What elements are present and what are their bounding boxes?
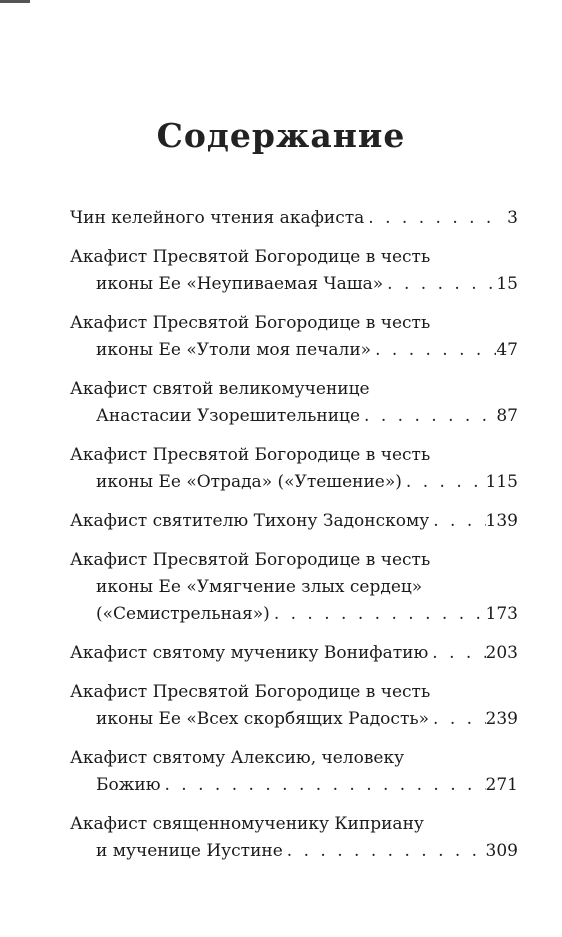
- toc-entry-title-line: Акафист Пресвятой Богородице в честь: [70, 247, 431, 267]
- dot-leader: [371, 337, 496, 364]
- toc-entry-title-line: иконы Ее «Всех скорбящих Радость»: [96, 709, 430, 729]
- toc-entry-title-line: Акафист святому мученику Вонифатию: [70, 643, 429, 663]
- toc-entry-title-line: («Семистрельная»): [96, 604, 270, 624]
- page-number: 115: [485, 472, 518, 492]
- page-number: 87: [496, 406, 518, 426]
- page-number: 271: [485, 775, 518, 795]
- toc-entry: [70, 679, 518, 733]
- page-number: 139: [485, 511, 518, 531]
- toc-entry-title-line: Акафист Пресвятой Богородице в честь: [70, 550, 431, 570]
- toc-entry-title-line: иконы Ее «Умягчение злых сердец»: [96, 577, 423, 597]
- toc-entry-title-line: Акафист святителю Тихону Задонскому: [70, 511, 430, 531]
- dot-leader: [429, 508, 485, 535]
- dot-leader: [283, 838, 486, 865]
- dot-leader: [429, 706, 486, 733]
- toc-entry: [70, 547, 518, 628]
- toc-entry: [70, 310, 518, 364]
- toc-entry-title-line: Чин келейного чтения акафиста: [70, 208, 365, 228]
- toc-entry: [70, 640, 518, 667]
- dot-leader: [161, 772, 486, 799]
- scan-edge-mark: [0, 0, 30, 3]
- toc-entry-title-line: иконы Ее «Неупиваемая Чаша»: [96, 274, 384, 294]
- toc-entry-title-line: Акафист священномученику Киприану: [70, 814, 424, 834]
- dot-leader: [364, 205, 496, 232]
- toc-entry-title-line: Анастасии Узорешительнице: [96, 406, 361, 426]
- dot-leader: [270, 601, 486, 628]
- toc-entry: [70, 508, 518, 535]
- toc-entry-title-line: Акафист Пресвятой Богородице в честь: [70, 682, 431, 702]
- page-title: Содержание: [156, 116, 406, 155]
- toc-entry: [70, 205, 518, 232]
- dot-leader: [428, 640, 485, 667]
- dot-leader: [360, 403, 496, 430]
- toc-entry: [70, 745, 518, 799]
- toc-entry-title-line: Акафист Пресвятой Богородице в честь: [70, 445, 431, 465]
- toc-entry-title-line: Акафист Пресвятой Богородице в честь: [70, 313, 431, 333]
- toc-entry: [70, 442, 518, 496]
- toc-entry-title-line: Акафист святому Алексию, человеку: [70, 748, 405, 768]
- toc-entry-title-line: иконы Ее «Отрада» («Утешение»): [96, 472, 402, 492]
- toc-entry: [70, 811, 518, 865]
- page-number: 203: [485, 643, 518, 663]
- toc-entry-title-line: иконы Ее «Утоли моя печали»: [96, 340, 372, 360]
- toc-entry-title-line: Акафист святой великомученице: [70, 379, 370, 399]
- dot-leader: [402, 469, 486, 496]
- page-number: 47: [496, 340, 518, 360]
- page-number: 309: [485, 841, 518, 861]
- dot-leader: [383, 271, 496, 298]
- page-number: 173: [485, 604, 518, 624]
- toc-entry-title-line: Божию: [96, 775, 161, 795]
- table-of-contents: [70, 205, 518, 877]
- toc-entry: [70, 376, 518, 430]
- page-number: 15: [496, 274, 518, 294]
- toc-entry: [70, 244, 518, 298]
- page-number: 239: [485, 709, 518, 729]
- toc-entry-title-line: и мученице Иустине: [96, 841, 283, 861]
- page-number: 3: [507, 208, 518, 228]
